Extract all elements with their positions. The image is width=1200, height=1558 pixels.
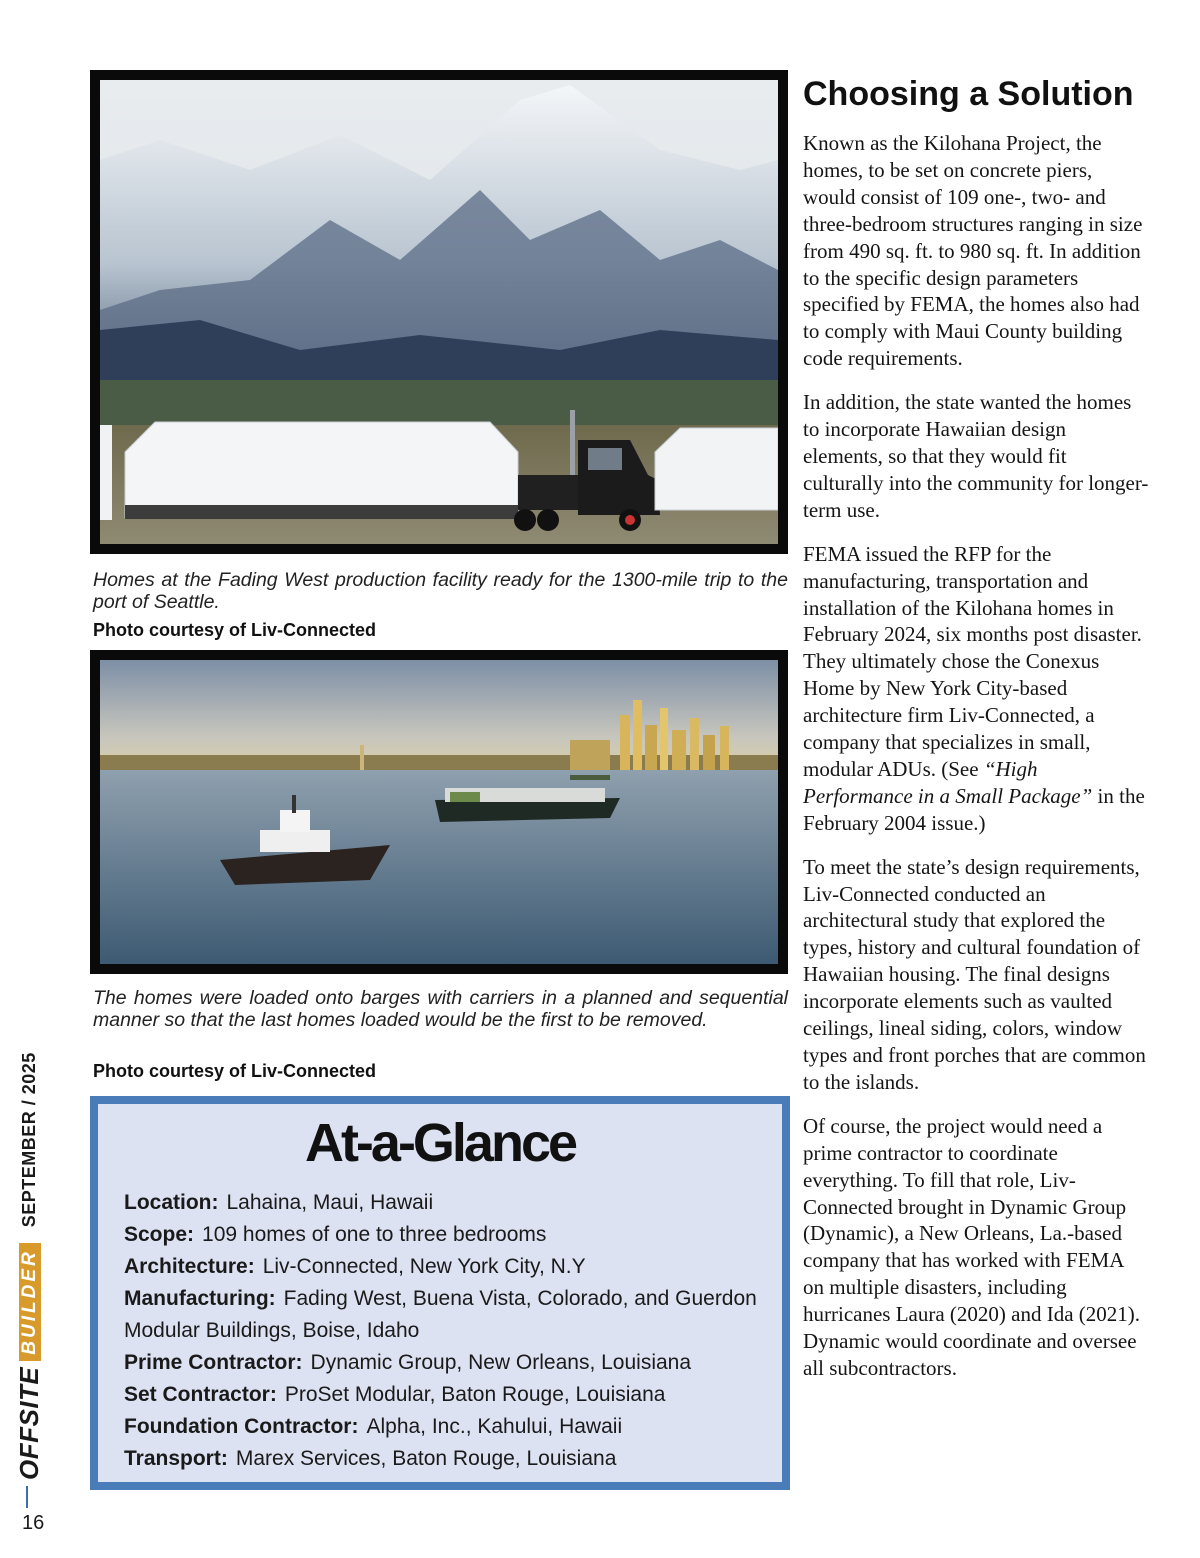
glance-value: ProSet Modular, Baton Rouge, Louisiana xyxy=(284,1383,666,1406)
paragraph-5: Of course, the project would need a prime contractor to coordinate everything. To fill that role, Liv-Connected brought in Dynamic Group (Dynamic), a New Orleans, La.-based company that has worked with FEMA on multiple disasters, including hurricanes Laura (2020) and Ida (2021). Dynamic would coordinate and oversee all subcontractors. xyxy=(803,1113,1141,1380)
glance-label: Foundation Contractor: xyxy=(124,1415,359,1438)
glance-item-prime-contractor xyxy=(124,1347,764,1379)
at-a-glance-title: At-a-Glance xyxy=(304,1113,576,1173)
paragraph-3-text-a: FEMA issued the RFP for the manufacturing, transportation and installation of the Kilohana homes in February 2024, six months post disaster. They ultimately chose the Conexus Home by New York City-based architecture firm Liv-Connected, a company that specializes in small, modular ADUs. (See xyxy=(803,541,1142,781)
photo-credit-1: Photo courtesy of Liv-Connected xyxy=(93,620,377,640)
glance-label: Set Contractor: xyxy=(124,1383,277,1406)
masthead-builder: BUILDER xyxy=(19,1243,41,1360)
glance-item-manufacturing xyxy=(124,1283,764,1347)
photo-homes-at-facility xyxy=(90,70,788,554)
glance-label: Architecture: xyxy=(124,1255,255,1278)
photo-credit-2: Photo courtesy of Liv-Connected xyxy=(93,1061,377,1081)
paragraph-4: To meet the state’s design requirements, Liv-Connected conducted an architectural study that explored the types, history and cultural foundation of Hawaiian housing. The final designs incorporate elements such as vaulted ceilings, lineal siding, colors, window types and front porches that are common to the islands. xyxy=(803,854,1146,1094)
glance-item-foundation-contractor xyxy=(124,1411,764,1443)
article-reference-title: “High Performance in a Small Package” xyxy=(803,756,1093,808)
glance-value: Fading West, Buena Vista, Colorado, and Guerdon Modular Buildings, Boise, Idaho xyxy=(124,1287,757,1342)
magazine-masthead-vertical xyxy=(14,1052,45,1480)
paragraph-2: In addition, the state wanted the homes to incorporate Hawaiian design elements, so that they would fit culturally into the community for longer-term use. xyxy=(803,390,1149,522)
glance-item-set-contractor xyxy=(124,1379,764,1411)
glance-value: 109 homes of one to three bedrooms xyxy=(202,1223,547,1246)
article-column xyxy=(803,74,1149,1399)
sidebar-rule xyxy=(26,1486,28,1508)
photo-caption-2: The homes were loaded onto barges with carriers in a planned and sequential manner so that the last homes loaded would be the first to be removed. xyxy=(93,987,788,1031)
glance-value: Lahaina, Maui, Hawaii xyxy=(226,1191,434,1214)
paragraph-1: Known as the Kilohana Project, the homes, to be set on concrete piers, would consist of 109 one-, two- and three-bedroom structures ranging in size from 490 sq. ft. to 980 sq. ft. In addition to the specific design parameters specified by FEMA, the homes also had to comply with Maui County building code requirements. xyxy=(803,131,1143,371)
glance-value: Marex Services, Baton Rouge, Louisiana xyxy=(235,1447,617,1470)
paragraph-3-text-b: in the February 2004 issue.) xyxy=(803,783,1145,835)
photo-caption-1: Homes at the Fading West production facility ready for the 1300-mile trip to the port of Seattle. xyxy=(93,569,788,613)
glance-item-architecture xyxy=(124,1251,764,1283)
glance-label: Manufacturing: xyxy=(124,1287,276,1310)
glance-label: Location: xyxy=(124,1191,219,1214)
glance-value: Dynamic Group, New Orleans, Louisiana xyxy=(310,1351,692,1374)
glance-item-transport xyxy=(124,1443,764,1475)
masthead-offsite: OFFSITE xyxy=(14,1366,44,1480)
at-a-glance-list xyxy=(124,1187,764,1475)
glance-item-location xyxy=(124,1187,764,1219)
photo-barges-seattle xyxy=(90,650,788,974)
glance-label: Prime Contractor: xyxy=(124,1351,303,1374)
issue-date: SEPTEMBER / 2025 xyxy=(19,1052,39,1228)
glance-value: Alpha, Inc., Kahului, Hawaii xyxy=(366,1415,623,1438)
paragraph-3 xyxy=(803,541,1149,837)
at-a-glance-box xyxy=(90,1096,790,1490)
glance-label: Transport: xyxy=(124,1447,228,1470)
section-heading: Choosing a Solution xyxy=(803,75,1134,113)
glance-value: Liv-Connected, New York City, N.Y xyxy=(262,1255,586,1278)
glance-item-scope xyxy=(124,1219,764,1251)
glance-label: Scope: xyxy=(124,1223,195,1246)
page-number: 16 xyxy=(22,1512,45,1534)
